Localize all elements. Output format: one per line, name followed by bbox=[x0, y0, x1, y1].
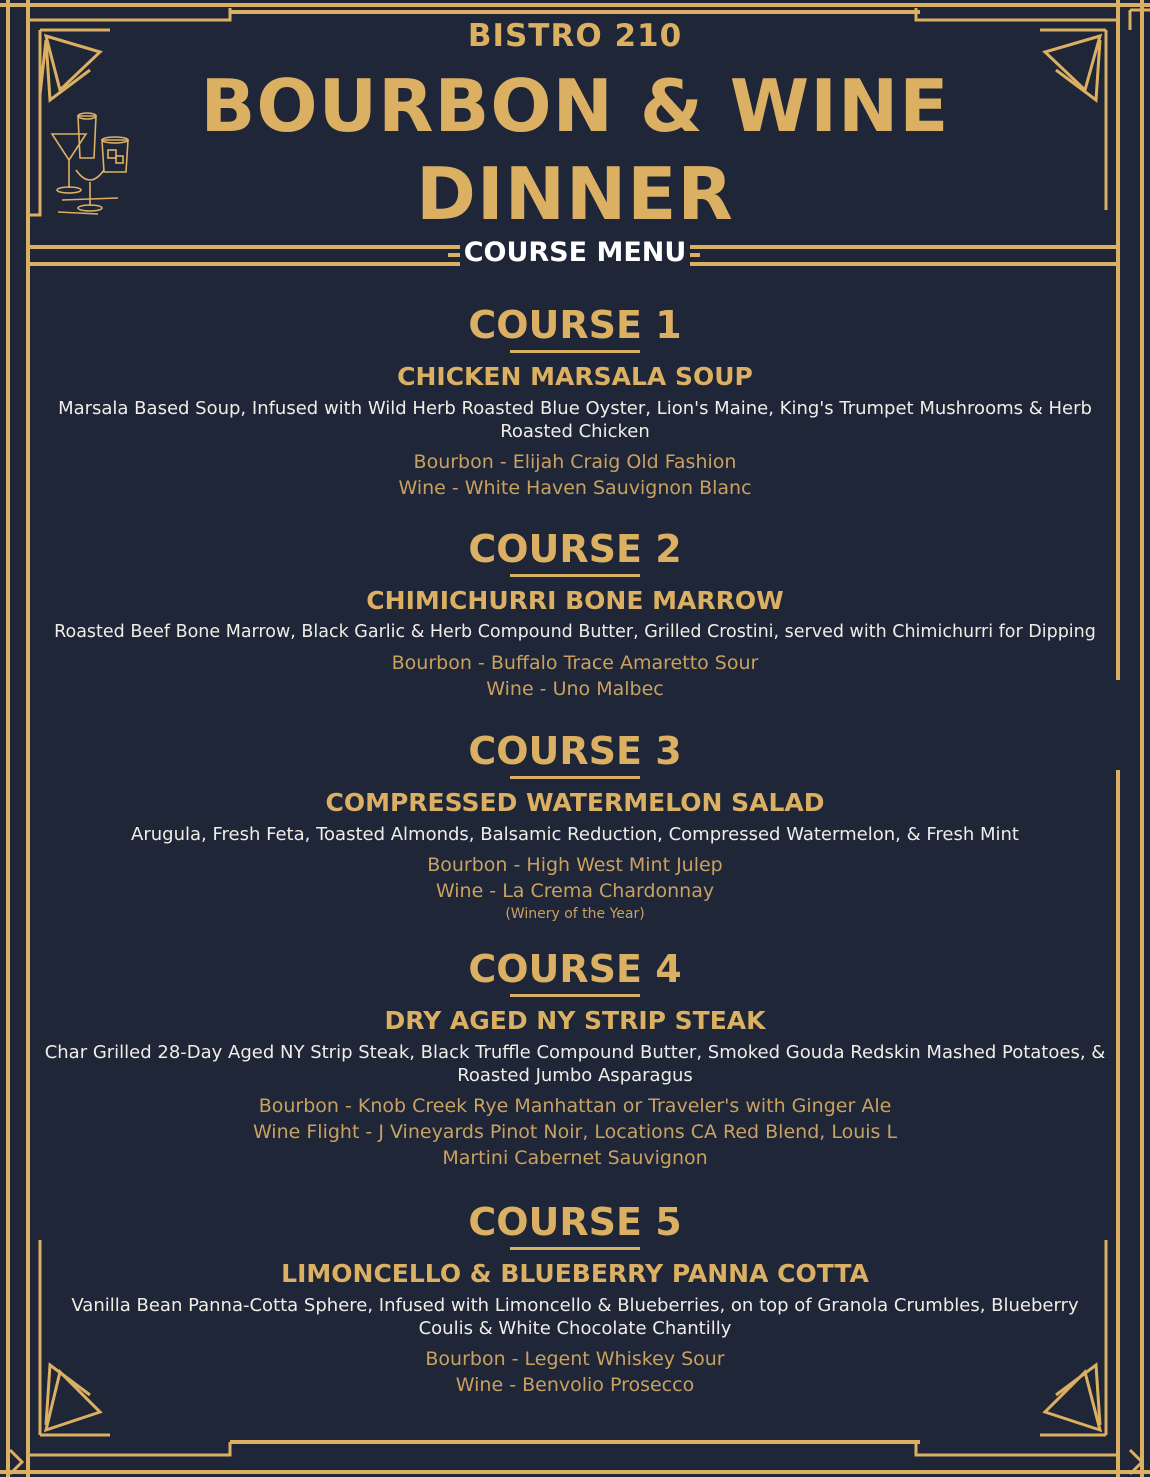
dish-name: LIMONCELLO & BLUEBERRY PANNA COTTA bbox=[281, 1259, 869, 1288]
course-divider bbox=[510, 574, 640, 577]
dish-name: DRY AGED NY STRIP STEAK bbox=[384, 1006, 766, 1035]
wine-pairing: Wine - White Haven Sauvignon Blanc bbox=[398, 477, 752, 499]
restaurant-name: BISTRO 210 bbox=[467, 18, 683, 54]
wine-pairing: Wine Flight - J Vineyards Pinot Noir, Locations CA Red Blend, Louis L Martini Cabernet Sauvignon bbox=[252, 1121, 898, 1169]
section-subtitle: COURSE MENU bbox=[460, 237, 690, 268]
course-divider bbox=[510, 776, 640, 779]
wine-pairing: Wine - La Crema Chardonnay bbox=[435, 880, 715, 902]
dish-description: Vanilla Bean Panna-Cotta Sphere, Infused with Limoncello & Blueberries, on top of Granola Crumbles, Blueberry Coulis & White Chocolate Chantilly bbox=[71, 1295, 1079, 1339]
pairing-note: (Winery of the Year) bbox=[505, 906, 645, 922]
course-section bbox=[0, 302, 1150, 501]
dish-description: Roasted Beef Bone Marrow, Black Garlic & Herb Compound Butter, Grilled Crostini, served with Chimichurri for Dipping bbox=[54, 622, 1096, 642]
course-divider bbox=[510, 994, 640, 997]
course-section bbox=[0, 1199, 1150, 1398]
bourbon-pairing: Bourbon - Legent Whiskey Sour bbox=[425, 1348, 725, 1370]
bourbon-pairing: Bourbon - Buffalo Trace Amaretto Sour bbox=[391, 652, 759, 674]
course-section bbox=[0, 728, 1150, 924]
cocktail-glasses-icon bbox=[48, 110, 132, 220]
dish-name: CHICKEN MARSALA SOUP bbox=[397, 362, 753, 391]
course-divider bbox=[510, 1247, 640, 1250]
dish-description: Marsala Based Soup, Infused with Wild Herb Roasted Blue Oyster, Lion's Maine, King's Trumpet Mushrooms & Herb Roasted Chicken bbox=[58, 398, 1092, 442]
dish-description: Arugula, Fresh Feta, Toasted Almonds, Balsamic Reduction, Compressed Watermelon, & Fresh Mint bbox=[131, 824, 1019, 845]
course-heading: COURSE 2 bbox=[468, 527, 682, 571]
course-heading: COURSE 1 bbox=[468, 303, 682, 347]
page-title: BOURBON & WINE DINNER bbox=[200, 64, 950, 236]
bourbon-pairing: Bourbon - High West Mint Julep bbox=[427, 854, 723, 876]
bourbon-pairing: Bourbon - Elijah Craig Old Fashion bbox=[413, 451, 737, 473]
course-heading: COURSE 4 bbox=[468, 947, 682, 991]
wine-pairing: Wine - Uno Malbec bbox=[486, 678, 664, 700]
dish-description: Char Grilled 28-Day Aged NY Strip Steak, Black Truffle Compound Butter, Smoked Gouda Redskin Mashed Potatoes, & Roasted Jumbo Asparagus bbox=[44, 1042, 1106, 1086]
dish-name: COMPRESSED WATERMELON SALAD bbox=[325, 788, 825, 817]
dish-name: CHIMICHURRI BONE MARROW bbox=[366, 586, 784, 615]
wine-pairing: Wine - Benvolio Prosecco bbox=[455, 1374, 695, 1396]
course-heading: COURSE 3 bbox=[468, 729, 682, 773]
course-divider bbox=[510, 350, 640, 353]
course-section bbox=[0, 526, 1150, 702]
course-heading: COURSE 5 bbox=[468, 1200, 682, 1244]
course-section bbox=[0, 946, 1150, 1171]
bourbon-pairing: Bourbon - Knob Creek Rye Manhattan or Traveler's with Ginger Ale bbox=[258, 1095, 892, 1117]
